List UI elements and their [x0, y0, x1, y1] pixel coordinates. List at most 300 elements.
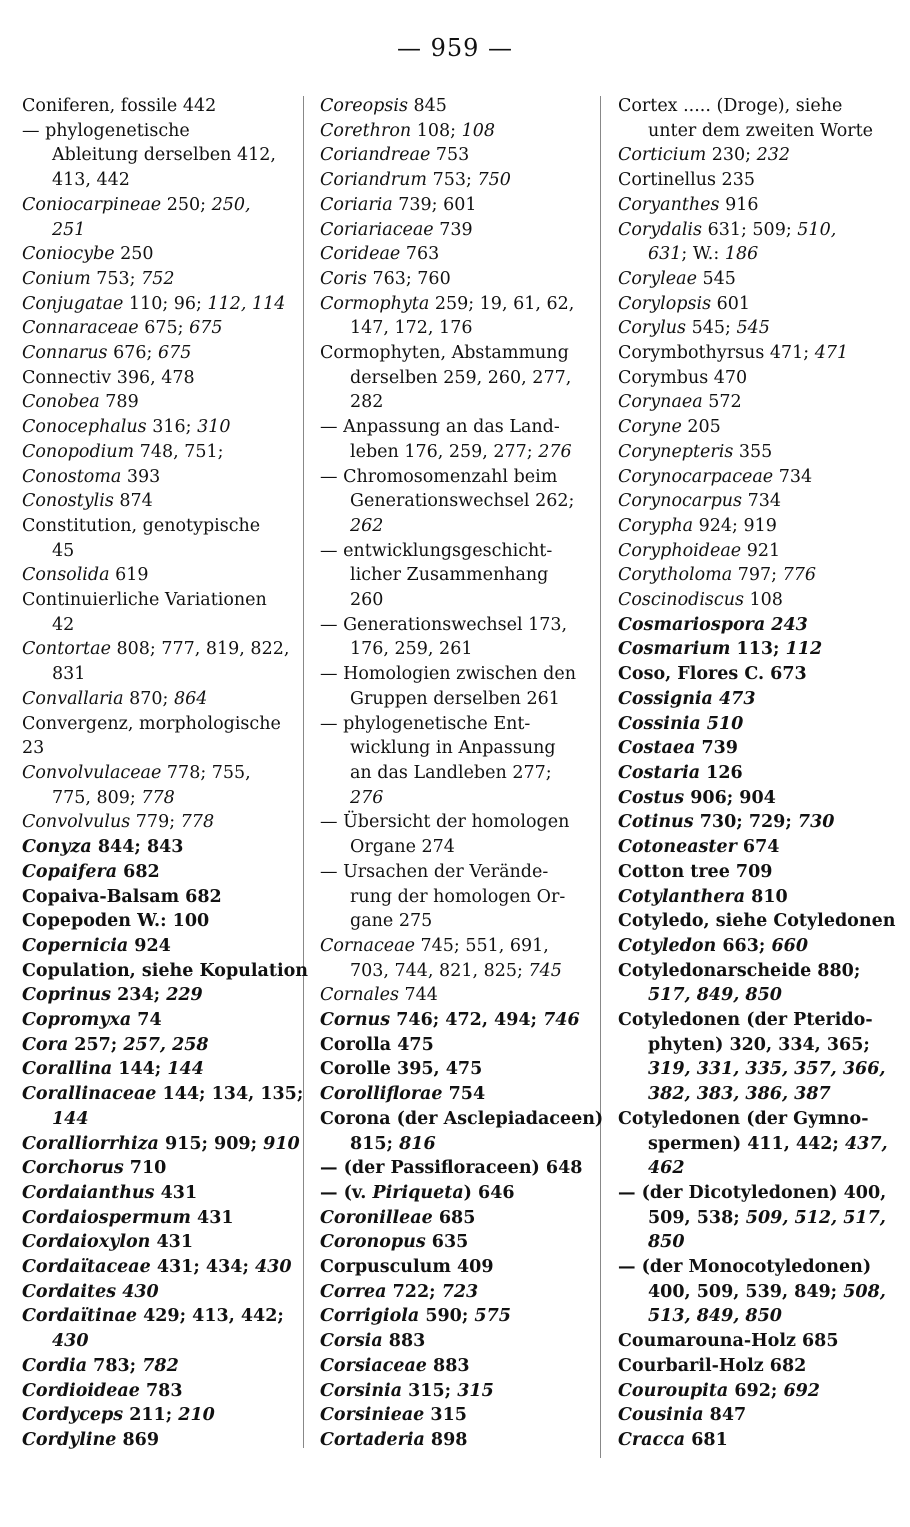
index-entry	[22, 885, 288, 910]
index-entry	[618, 218, 890, 243]
index-term-italic: Convallaria	[22, 688, 124, 709]
index-term-italic: Coryanthes	[618, 194, 720, 215]
index-entry	[22, 736, 288, 761]
index-term-italic: 108	[461, 120, 495, 141]
index-entry	[618, 637, 890, 662]
index-entry	[320, 662, 586, 687]
index-text: 753	[430, 145, 470, 166]
index-text: 874	[113, 491, 153, 512]
index-term-italic: 692	[783, 1380, 820, 1401]
index-entry	[320, 1230, 586, 1255]
index-text: 734	[742, 491, 782, 512]
index-entry	[618, 1255, 890, 1280]
index-term-italic: Cordaites 430	[22, 1281, 159, 1302]
index-text: Cotton tree 709	[618, 861, 773, 882]
index-term-italic: Conyza	[22, 837, 92, 858]
index-term-italic: Cracca	[618, 1429, 686, 1450]
index-text: 870;	[123, 688, 174, 709]
index-entry	[320, 242, 586, 267]
index-entry	[22, 761, 288, 786]
index-text: 619	[109, 565, 149, 586]
index-term-italic: Couroupita	[618, 1380, 729, 1401]
index-text: 924; 919	[693, 515, 777, 536]
index-text: — (der Monocotyledonen)	[618, 1257, 872, 1278]
index-term-italic: Convolvulaceae	[22, 762, 162, 783]
index-term-italic: 437,	[845, 1133, 888, 1154]
index-term-italic: Cordaiospermum	[22, 1207, 191, 1228]
index-entry	[320, 465, 586, 490]
index-entry	[320, 539, 586, 564]
index-term-italic: Conocephalus	[22, 417, 147, 438]
index-text: 739	[695, 738, 738, 759]
index-text: 734	[773, 466, 813, 487]
index-entry	[22, 341, 288, 366]
index-text: — Übersicht der homologen	[320, 812, 570, 833]
index-entry	[618, 1206, 890, 1231]
index-text: — Chromosomenzahl beim	[320, 466, 558, 487]
index-entry	[618, 465, 890, 490]
index-term-italic: Convolvulus	[22, 812, 131, 833]
index-term-italic: Coriandreae	[320, 145, 431, 166]
index-text: 674	[736, 837, 780, 858]
index-term-italic: 782	[142, 1355, 179, 1376]
index-entry	[22, 613, 288, 638]
index-entry	[618, 168, 890, 193]
index-term-italic: 752	[141, 268, 175, 289]
index-text: 113;	[730, 639, 786, 660]
index-term-italic: 310	[197, 417, 231, 438]
index-term-italic: 276	[350, 787, 384, 808]
index-text: 869	[116, 1429, 160, 1450]
index-text: 315;	[402, 1380, 458, 1401]
index-term-italic: Cosmariospora 243	[618, 614, 808, 635]
index-term-italic: Contortae	[22, 639, 111, 660]
index-term-italic: Costaria	[618, 762, 701, 783]
index-entry	[320, 761, 586, 786]
index-term-italic: Piriqueta	[372, 1182, 464, 1203]
index-entry	[618, 1329, 890, 1354]
index-entry	[22, 1082, 304, 1107]
index-entry	[320, 885, 586, 910]
index-text: Coumarouna-Holz 685	[618, 1331, 839, 1352]
index-text: 753;	[427, 170, 478, 191]
index-text: 744	[398, 985, 438, 1006]
index-entry	[320, 1403, 586, 1428]
index-text: Constitution, genotypische	[22, 515, 261, 536]
index-entry	[618, 885, 890, 910]
index-entry	[320, 909, 586, 934]
index-text: 847	[703, 1405, 747, 1426]
index-entry	[22, 489, 288, 514]
index-text: 23	[22, 738, 45, 759]
index-text: 778; 755,	[161, 762, 251, 783]
index-term-italic: Corolliflorae	[320, 1084, 443, 1105]
index-entry	[22, 1354, 288, 1379]
index-text: Cotyledonarscheide 880;	[618, 960, 861, 981]
index-term-italic: Coryphoideae	[618, 540, 742, 561]
index-term-italic: Corallinaceae	[22, 1084, 157, 1105]
index-term-italic: Corylopsis	[618, 293, 712, 314]
index-term-italic: 315	[457, 1380, 494, 1401]
index-term-italic: Cordaianthus	[22, 1182, 155, 1203]
index-entry	[618, 983, 890, 1008]
index-entry	[22, 390, 288, 415]
index-entry	[618, 687, 890, 712]
index-text: 431; 434;	[150, 1257, 255, 1278]
index-text: 230;	[706, 145, 757, 166]
index-text: — Anpassung an das Land-	[320, 417, 560, 438]
index-term-italic: 250,	[211, 194, 251, 215]
index-entry	[618, 366, 890, 391]
index-text: 431	[190, 1207, 234, 1228]
index-term-italic: Cornaceae	[320, 935, 415, 956]
index-term-italic: Cossignia 473	[618, 688, 756, 709]
index-text: 545;	[686, 318, 737, 339]
index-term-italic: Corsinia	[320, 1380, 403, 1401]
index-term-italic: Cotinus	[618, 812, 694, 833]
index-text: 783;	[87, 1355, 143, 1376]
index-entry	[320, 613, 586, 638]
index-entry	[618, 390, 890, 415]
index-term-italic: Cordyceps	[22, 1405, 124, 1426]
index-text: Connectiv 396, 478	[22, 367, 195, 388]
index-text: 815;	[350, 1133, 400, 1154]
index-text: 282	[350, 392, 384, 413]
index-entry	[22, 366, 288, 391]
index-term-italic: Cordaioxylon	[22, 1232, 151, 1253]
index-text: 730; 729;	[693, 812, 798, 833]
index-text: 831	[52, 664, 86, 685]
index-entry	[22, 588, 288, 613]
index-term-italic: Corydalis	[618, 219, 702, 240]
index-text: Continuierliche Variationen	[22, 590, 267, 611]
index-term-italic: 144	[52, 1108, 89, 1129]
index-entry	[320, 687, 586, 712]
index-entry	[618, 563, 890, 588]
index-text: phyten) 320, 334, 365;	[648, 1034, 870, 1055]
index-text: 144; 134, 135;	[156, 1084, 304, 1105]
index-term-italic: 750	[477, 170, 511, 191]
index-entry	[22, 712, 288, 737]
index-entry	[320, 316, 586, 341]
index-text: Cotyledonen (der Gymno-	[618, 1108, 869, 1129]
index-entry	[22, 267, 288, 292]
index-term-italic: 112	[785, 639, 823, 660]
index-entry	[320, 415, 586, 440]
index-entry	[618, 292, 890, 317]
index-text: 316;	[146, 417, 198, 438]
index-entry	[618, 934, 890, 959]
index-text: 234;	[111, 985, 167, 1006]
index-term-italic: Coronopus	[320, 1232, 426, 1253]
index-text: 682	[117, 861, 160, 882]
index-entry	[22, 1329, 288, 1354]
index-text: 144;	[112, 1059, 168, 1080]
column-divider	[600, 96, 601, 1458]
index-term-italic: Corsiaceae	[320, 1355, 427, 1376]
index-term-italic: Corynepteris	[618, 441, 734, 462]
index-text: 797;	[732, 565, 783, 586]
index-entry	[320, 1057, 586, 1082]
index-text: Corymbothyrsus 471;	[618, 343, 815, 364]
index-term-italic: 229	[166, 985, 203, 1006]
index-entry	[22, 415, 288, 440]
index-entry	[618, 1156, 890, 1181]
index-term-italic: Corsia	[320, 1331, 383, 1352]
index-entry	[618, 1230, 890, 1255]
index-entry	[618, 341, 890, 366]
index-term-italic: Connarus	[22, 343, 108, 364]
index-term-italic: Copromyxa	[22, 1010, 132, 1031]
index-entry	[320, 119, 586, 144]
index-term-italic: 864	[173, 688, 208, 709]
index-term-italic: 723	[441, 1281, 479, 1302]
index-term-italic: Conjugatae	[22, 293, 124, 314]
index-text: Generationswechsel 262;	[350, 491, 575, 512]
index-term-italic: 850	[648, 1232, 685, 1253]
index-text: gane 275	[350, 911, 433, 932]
index-text: 763	[400, 244, 440, 265]
index-term-italic: Corynocarpaceae	[618, 466, 774, 487]
index-text: 509, 538;	[648, 1207, 746, 1228]
index-term-italic: 257, 258	[123, 1034, 209, 1055]
index-term-italic: 471	[814, 343, 849, 364]
index-entry	[320, 1280, 586, 1305]
index-text: — phylogenetische	[22, 120, 190, 141]
index-entry	[320, 712, 586, 737]
index-entry	[320, 218, 586, 243]
index-entry	[22, 835, 288, 860]
index-term-italic: Coryleae	[618, 268, 697, 289]
index-entry	[618, 736, 890, 761]
index-entry	[320, 934, 586, 959]
index-entry	[320, 1329, 586, 1354]
index-text: 545	[696, 268, 736, 289]
index-text: 898	[424, 1429, 468, 1450]
index-term-italic: 509, 512, 517,	[745, 1207, 886, 1228]
index-entry	[618, 959, 890, 984]
index-term-italic: 430	[255, 1257, 292, 1278]
index-term-italic: Cordyline	[22, 1429, 117, 1450]
index-entry	[618, 489, 890, 514]
index-entry	[618, 1132, 890, 1157]
index-text: Cormophyten, Abstammung	[320, 343, 569, 364]
index-text: 431	[150, 1232, 193, 1253]
index-entry	[320, 736, 586, 761]
index-text: Corymbus 470	[618, 367, 748, 388]
index-text: 924	[128, 935, 171, 956]
index-text: Cortex ..... (Droge), siehe	[618, 96, 843, 116]
index-text: 590;	[419, 1306, 475, 1327]
index-term-italic: Correa	[320, 1281, 387, 1302]
index-entry	[22, 1304, 288, 1329]
index-text: 676;	[107, 343, 158, 364]
index-term-italic: 545	[736, 318, 770, 339]
index-text: 205	[681, 417, 721, 438]
index-text: 906; 904	[684, 787, 776, 808]
index-entry	[22, 934, 288, 959]
index-term-italic: Cordaïtaceae	[22, 1257, 151, 1278]
index-entry	[320, 1354, 586, 1379]
index-term-italic: Cousinia	[618, 1405, 704, 1426]
index-text: 315	[424, 1405, 467, 1426]
index-entry	[618, 1181, 890, 1206]
index-term-italic: Costus	[618, 787, 685, 808]
index-entry	[22, 1181, 288, 1206]
index-term-italic: Copaifera	[22, 861, 118, 882]
index-text: 429; 413, 442;	[136, 1306, 284, 1327]
index-entry	[320, 1008, 586, 1033]
index-term-italic: 382, 383, 386, 387	[648, 1084, 831, 1105]
index-text: 703, 744, 821, 825;	[350, 960, 529, 981]
index-text: — entwicklungsgeschicht-	[320, 540, 553, 561]
index-term-italic: Cotyledon	[618, 935, 717, 956]
index-text: 260	[350, 590, 384, 611]
index-entry	[22, 292, 288, 317]
index-entry	[22, 687, 288, 712]
index-entry	[22, 1255, 292, 1280]
index-text: — phylogenetische Ent-	[320, 713, 531, 734]
index-text: 845	[407, 96, 447, 116]
index-term-italic: 186	[724, 244, 759, 265]
index-term-italic: Coryne	[618, 417, 682, 438]
index-term-italic: Conostoma	[22, 466, 122, 487]
index-text: 810	[745, 886, 788, 907]
index-entry	[320, 390, 586, 415]
index-term-italic: Cordaïtinae	[22, 1306, 137, 1327]
index-term-italic: Corrigiola	[320, 1306, 420, 1327]
index-term-italic: Costaea	[618, 738, 696, 759]
index-entry	[22, 662, 288, 687]
index-text: — (der Passifloraceen) 648	[320, 1158, 583, 1179]
index-text: — (v.	[320, 1182, 373, 1203]
index-entry	[618, 1280, 890, 1305]
index-term-italic: 778	[180, 812, 215, 833]
index-text: 883	[382, 1331, 426, 1352]
index-entry	[320, 1132, 586, 1157]
index-entry	[320, 810, 586, 835]
index-entry	[22, 514, 288, 539]
index-text: 681	[685, 1429, 728, 1450]
column-divider	[303, 96, 304, 1448]
index-entry	[618, 810, 890, 835]
index-entry	[320, 143, 586, 168]
index-term-italic: 112, 114	[207, 293, 286, 314]
index-entry	[618, 415, 890, 440]
index-term-italic: 144	[167, 1059, 204, 1080]
index-text: 779;	[130, 812, 181, 833]
index-term-italic: Coriandrum	[320, 170, 428, 191]
index-term-italic: Coronilleae	[320, 1207, 433, 1228]
index-entry	[618, 1008, 890, 1033]
index-term-italic: 776	[782, 565, 817, 586]
index-term-italic: Corsinieae	[320, 1405, 425, 1426]
index-text: 663;	[716, 935, 772, 956]
index-entry	[320, 1379, 586, 1404]
index-term-italic: Corethron	[320, 120, 412, 141]
index-entry	[618, 786, 890, 811]
index-text: 675;	[138, 318, 190, 339]
index-entry	[618, 440, 890, 465]
index-text: 45	[52, 540, 75, 561]
index-term-italic: 262	[350, 515, 384, 536]
index-text: 635	[425, 1232, 469, 1253]
index-text: 108	[743, 590, 783, 611]
index-text: spermen) 411, 442;	[648, 1133, 845, 1154]
index-entry	[320, 1428, 586, 1453]
index-term-italic: 517, 849, 850	[648, 985, 782, 1006]
index-entry	[22, 218, 288, 243]
index-text: Cortinellus 235	[618, 170, 755, 191]
index-entry	[22, 539, 288, 564]
index-term-italic: Corypha	[618, 515, 694, 536]
index-entry	[320, 1304, 586, 1329]
index-entry	[320, 440, 586, 465]
index-entry	[22, 1379, 288, 1404]
index-text: 775, 809;	[52, 787, 142, 808]
index-term-italic: 816	[399, 1133, 436, 1154]
index-entry	[22, 119, 288, 144]
index-entry	[22, 316, 288, 341]
index-term-italic: Corticium	[618, 145, 707, 166]
index-text: 126	[700, 762, 743, 783]
index-text: 259; 19, 61, 62,	[429, 293, 575, 314]
index-entry	[618, 1428, 890, 1453]
index-text: — Generationswechsel 173,	[320, 614, 568, 635]
index-text: Copepoden W.: 100	[22, 911, 210, 932]
index-entry	[320, 959, 586, 984]
index-entry	[22, 1206, 288, 1231]
index-text: ) 646	[463, 1182, 515, 1203]
index-entry	[22, 909, 288, 934]
index-text: Organe 274	[350, 837, 455, 858]
index-text: 745; 551, 691,	[414, 935, 549, 956]
index-term-italic: Corynocarpus	[618, 491, 743, 512]
index-term-italic: Conostylis	[22, 491, 114, 512]
index-entry	[22, 465, 288, 490]
index-text: Corpusculum 409	[320, 1257, 494, 1278]
index-entry	[22, 143, 288, 168]
index-term-italic: 276	[538, 441, 572, 462]
index-entry	[618, 242, 890, 267]
index-text: 754	[442, 1084, 486, 1105]
index-text: Copaiva-Balsam 682	[22, 886, 222, 907]
index-term-italic: 319, 331, 335, 357, 366,	[648, 1059, 886, 1080]
index-text: 808; 777, 819, 822,	[110, 639, 290, 660]
index-term-italic: Conobea	[22, 392, 100, 413]
index-entry	[320, 563, 586, 588]
index-term-italic: Copernicia	[22, 935, 129, 956]
index-text: Cotyledonen (der Pterido-	[618, 1010, 873, 1031]
index-entry	[320, 588, 586, 613]
index-entry	[618, 712, 890, 737]
index-entry	[618, 143, 890, 168]
index-term-italic: Conopodium	[22, 441, 135, 462]
index-term-italic: Cotylanthera	[618, 886, 746, 907]
index-text: rung der homologen Or-	[350, 886, 566, 907]
index-text: 916	[719, 194, 759, 215]
index-entry	[22, 959, 309, 984]
index-term-italic: 631	[648, 244, 682, 265]
index-entry	[320, 193, 586, 218]
index-term-italic: 508,	[843, 1281, 886, 1302]
index-text: 400, 509, 539, 849;	[648, 1281, 844, 1302]
index-text: — Ursachen der Verände-	[320, 861, 549, 882]
index-term-italic: Cordioideae	[22, 1380, 140, 1401]
index-entry	[618, 909, 896, 934]
index-text: 42	[52, 614, 75, 635]
index-entry	[22, 983, 288, 1008]
